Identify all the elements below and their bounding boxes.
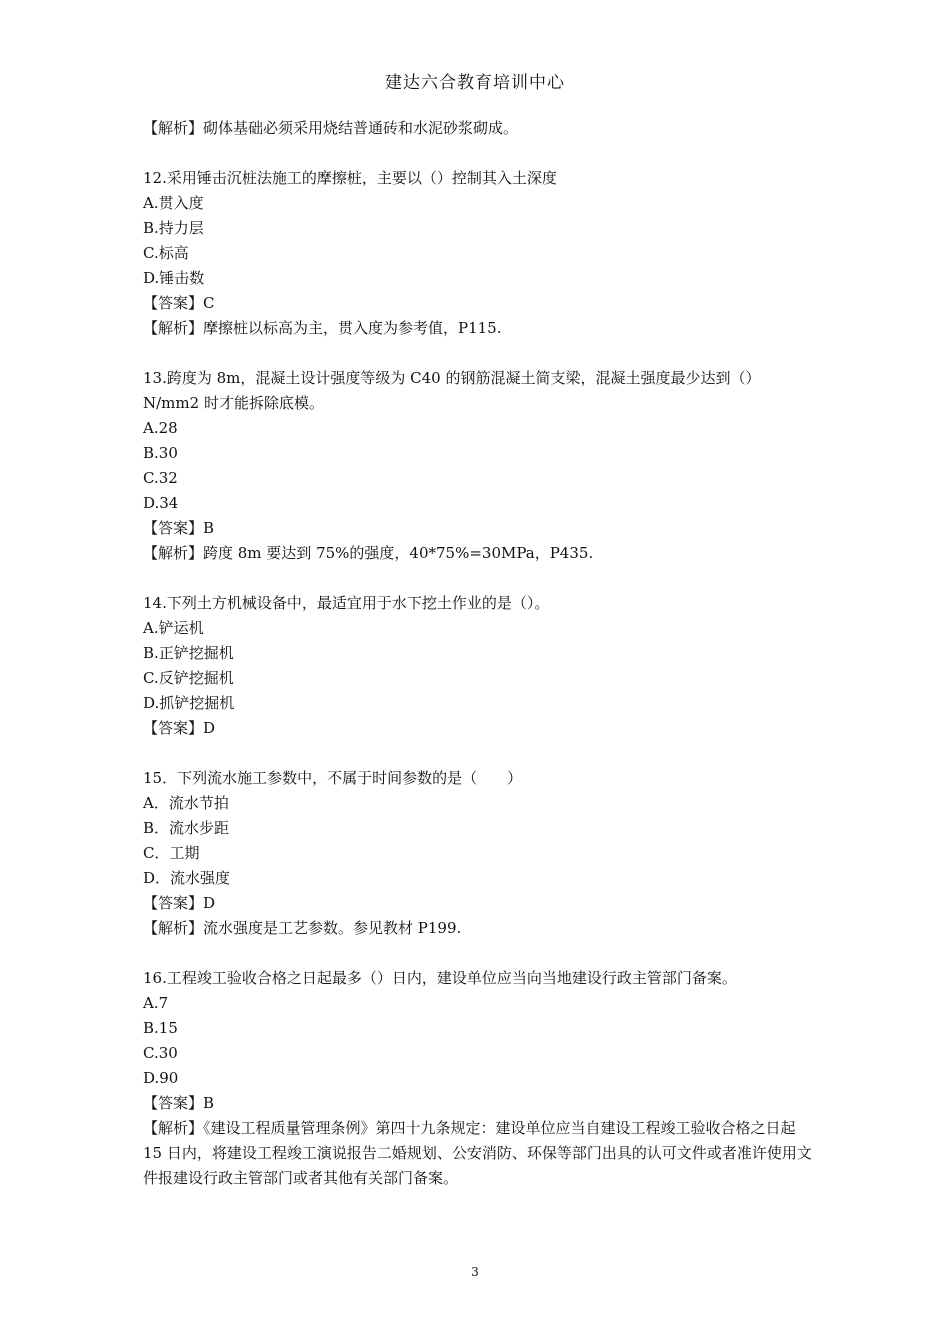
option-b: B.15 (143, 1019, 178, 1037)
question-13 (143, 366, 813, 566)
option-b: B.正铲挖掘机 (143, 644, 234, 662)
option-c: C.标高 (143, 244, 189, 262)
page-header: 建达六合教育培训中心 (385, 73, 565, 93)
question-stem-line1: 13.跨度为 8m，混凝土设计强度等级为 C40 的钢筋混凝土简支梁，混凝土强度最少达到（） (143, 369, 761, 387)
option-b: B．流水步距 (143, 819, 230, 837)
option-d: D.90 (143, 1069, 179, 1087)
question-14 (143, 591, 813, 741)
option-b: B.30 (143, 444, 178, 462)
analysis-text: 【解析】跨度 8m 要达到 75%的强度，40*75%=30MPa，P435. (143, 544, 594, 562)
option-a: A．流水节拍 (143, 794, 229, 812)
option-d: D.锤击数 (143, 269, 205, 287)
option-a: A.贯入度 (143, 194, 204, 212)
option-c: C.反铲挖掘机 (143, 669, 234, 687)
analysis-text: 【解析】流水强度是工艺参数。参见教材 P199. (143, 919, 462, 937)
option-a: A.7 (143, 994, 169, 1012)
option-c: C．工期 (143, 844, 200, 862)
option-d: D．流水强度 (143, 869, 231, 887)
option-c: C.32 (143, 469, 178, 487)
option-d: D.抓铲挖掘机 (143, 694, 235, 712)
question-16 (143, 966, 813, 1191)
option-a: A.铲运机 (143, 619, 204, 637)
answer-text: 【答案】D (143, 719, 216, 737)
question-stem: 15．下列流水施工参数中，不属于时间参数的是（ ） (143, 769, 523, 787)
intro-block (143, 116, 813, 141)
answer-text: 【答案】C (143, 294, 215, 312)
option-d: D.34 (143, 494, 179, 512)
analysis-text: 【解析】《建设工程质量管理条例》第四十九条规定：建设单位应当自建设工程竣工验收合格之日起 15 日内，将建设工程竣工演说报告二婚规划、公安消防、环保等部门出具的认可文件或者准许使用文件报建设行政主管部门或者其他有关部门备案。 (143, 1119, 812, 1187)
option-b: B.持力层 (143, 219, 204, 237)
page-number: 3 (471, 1265, 479, 1279)
document-body (143, 116, 813, 1216)
analysis-text: 【解析】砌体基础必须采用烧结普通砖和水泥砂浆砌成。 (143, 119, 519, 137)
option-c: C.30 (143, 1044, 178, 1062)
question-stem: 14.下列土方机械设备中，最适宜用于水下挖土作业的是（）。 (143, 594, 550, 612)
answer-text: 【答案】B (143, 519, 215, 537)
answer-text: 【答案】B (143, 1094, 215, 1112)
analysis-text: 【解析】摩擦桩以标高为主，贯入度为参考值，P115. (143, 319, 502, 337)
answer-text: 【答案】D (143, 894, 216, 912)
question-stem: 16.工程竣工验收合格之日起最多（）日内，建设单位应当向当地建设行政主管部门备案。 (143, 969, 737, 987)
question-15 (143, 766, 813, 941)
question-stem: 12.采用锤击沉桩法施工的摩擦桩，主要以（）控制其入土深度 (143, 169, 557, 187)
question-stem-line2: N/mm2 时才能拆除底模。 (143, 394, 324, 412)
question-12 (143, 166, 813, 341)
option-a: A.28 (143, 419, 178, 437)
